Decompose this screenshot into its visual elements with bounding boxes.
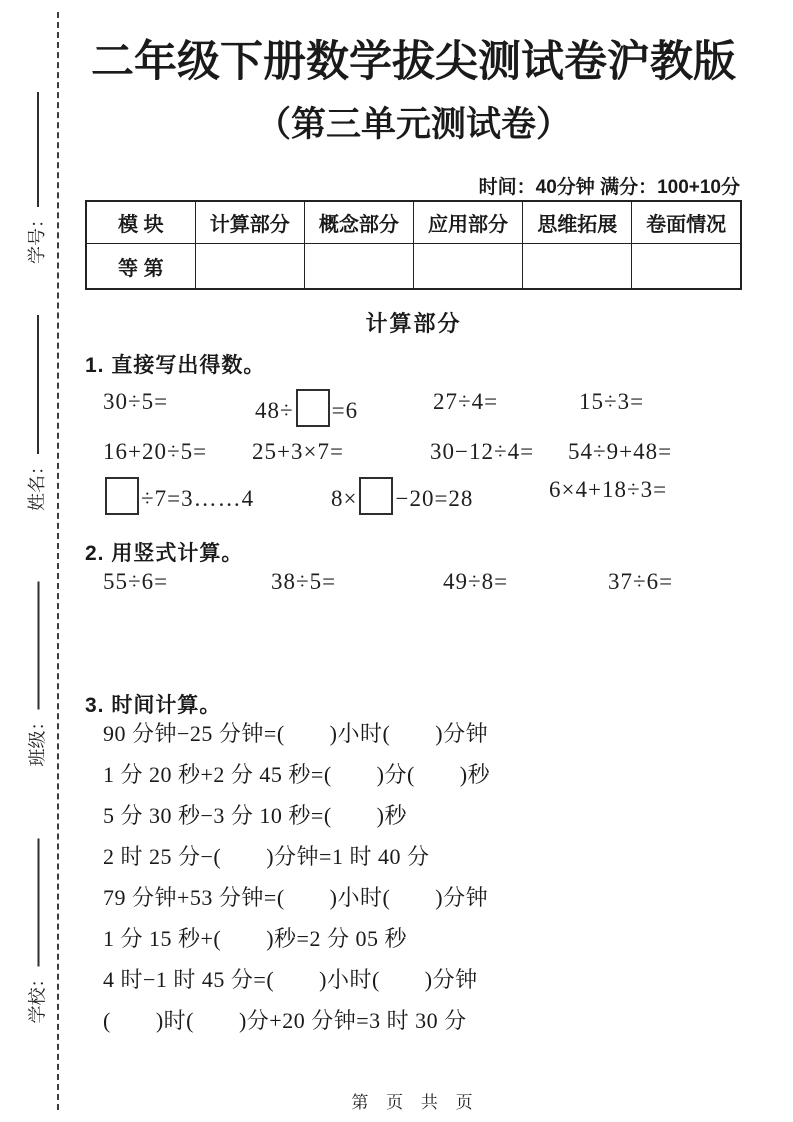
student-id-blank-line	[37, 92, 39, 207]
math-problem: 54÷9+48=	[568, 439, 673, 464]
grade-cell-empty	[195, 244, 304, 290]
page-footer: 第 页 共 页	[351, 1093, 476, 1112]
time-problem: ( )时( )分+20 分钟=3 时 30 分	[103, 1008, 467, 1033]
grade-cell-empty	[523, 244, 632, 290]
question-1-row-1	[85, 389, 742, 427]
student-id-label: 学号：	[27, 210, 48, 264]
paper-title: 二年级下册数学拔尖测试卷沪教版	[91, 38, 736, 86]
section-title-calculation: 计算部分	[365, 311, 462, 336]
score-table-grade-row	[86, 244, 741, 290]
math-problem: 48÷ =6	[255, 389, 433, 427]
question-2-row	[85, 569, 742, 595]
time-problem: 1 分 20 秒+2 分 45 秒=( )分( )秒	[103, 762, 491, 787]
class-blank-line	[38, 582, 40, 710]
time-problem: 90 分钟−25 分钟=( )小时( )分钟	[103, 721, 489, 746]
grade-cell-empty	[304, 244, 413, 290]
math-problem: 8× −20=28	[331, 477, 549, 515]
math-problem: 37÷6=	[608, 569, 674, 594]
margin-field-student-id	[12, 92, 48, 264]
main-content	[85, 0, 742, 1122]
class-label: 班级：	[27, 712, 48, 767]
math-problem: 30÷5=	[103, 389, 169, 414]
answer-box	[359, 477, 393, 515]
score-col-thinking: 思维拓展	[523, 201, 632, 244]
math-problem: 25+3×7=	[252, 439, 344, 464]
question-2-title: 2. 用竖式计算。	[85, 542, 244, 565]
score-col-application: 应用部分	[413, 201, 522, 244]
margin-field-school	[13, 839, 49, 1024]
score-table-header-row	[86, 201, 741, 244]
time-problem: 79 分钟+53 分钟=( )小时( )分钟	[103, 885, 489, 910]
score-col-module: 模 块	[86, 201, 195, 244]
score-table	[85, 200, 742, 290]
dashed-cut-line	[57, 12, 59, 1110]
question-1-title: 1. 直接写出得数。	[85, 354, 266, 377]
grade-row-label: 等 第	[86, 244, 195, 290]
score-col-calculation: 计算部分	[195, 201, 304, 244]
name-label: 姓名：	[27, 457, 48, 511]
math-problem: 16+20÷5=	[103, 439, 208, 464]
name-blank-line	[37, 315, 39, 454]
time-problem: 2 时 25 分−( )分钟=1 时 40 分	[103, 844, 430, 869]
margin-field-class	[13, 582, 49, 767]
time-problem: 5 分 30 秒−3 分 10 秒=( )秒	[103, 803, 407, 828]
math-problem: 49÷8=	[443, 569, 509, 594]
math-problem: 15÷3=	[579, 389, 645, 414]
school-blank-line	[38, 839, 40, 967]
math-problem: 30−12÷4=	[430, 439, 535, 464]
time-problem: 4 时−1 时 45 分=( )小时( )分钟	[103, 967, 478, 992]
math-problem: 6×4+18÷3=	[549, 477, 668, 502]
question-1-row-2	[85, 439, 742, 465]
paper-subtitle: （第三单元测试卷）	[255, 105, 571, 144]
question-1-row-3	[85, 477, 742, 515]
question-3-title: 3. 时间计算。	[85, 694, 222, 717]
margin-field-name	[12, 315, 48, 511]
school-label: 学校：	[27, 969, 48, 1024]
time-and-score-info: 时间：40分钟 满分：100+10分	[478, 177, 740, 198]
grade-cell-empty	[632, 244, 741, 290]
math-problem: 27÷4=	[433, 389, 499, 414]
grade-cell-empty	[413, 244, 522, 290]
math-problem: ÷7=3……4	[103, 477, 331, 515]
time-problem: 1 分 15 秒+( )秒=2 分 05 秒	[103, 926, 407, 951]
question-3-lines	[85, 713, 742, 1041]
score-col-concept: 概念部分	[304, 201, 413, 244]
answer-box	[105, 477, 139, 515]
score-col-neatness: 卷面情况	[632, 201, 741, 244]
math-problem: 55÷6=	[103, 569, 169, 594]
math-problem: 38÷5=	[271, 569, 337, 594]
answer-box	[296, 389, 330, 427]
